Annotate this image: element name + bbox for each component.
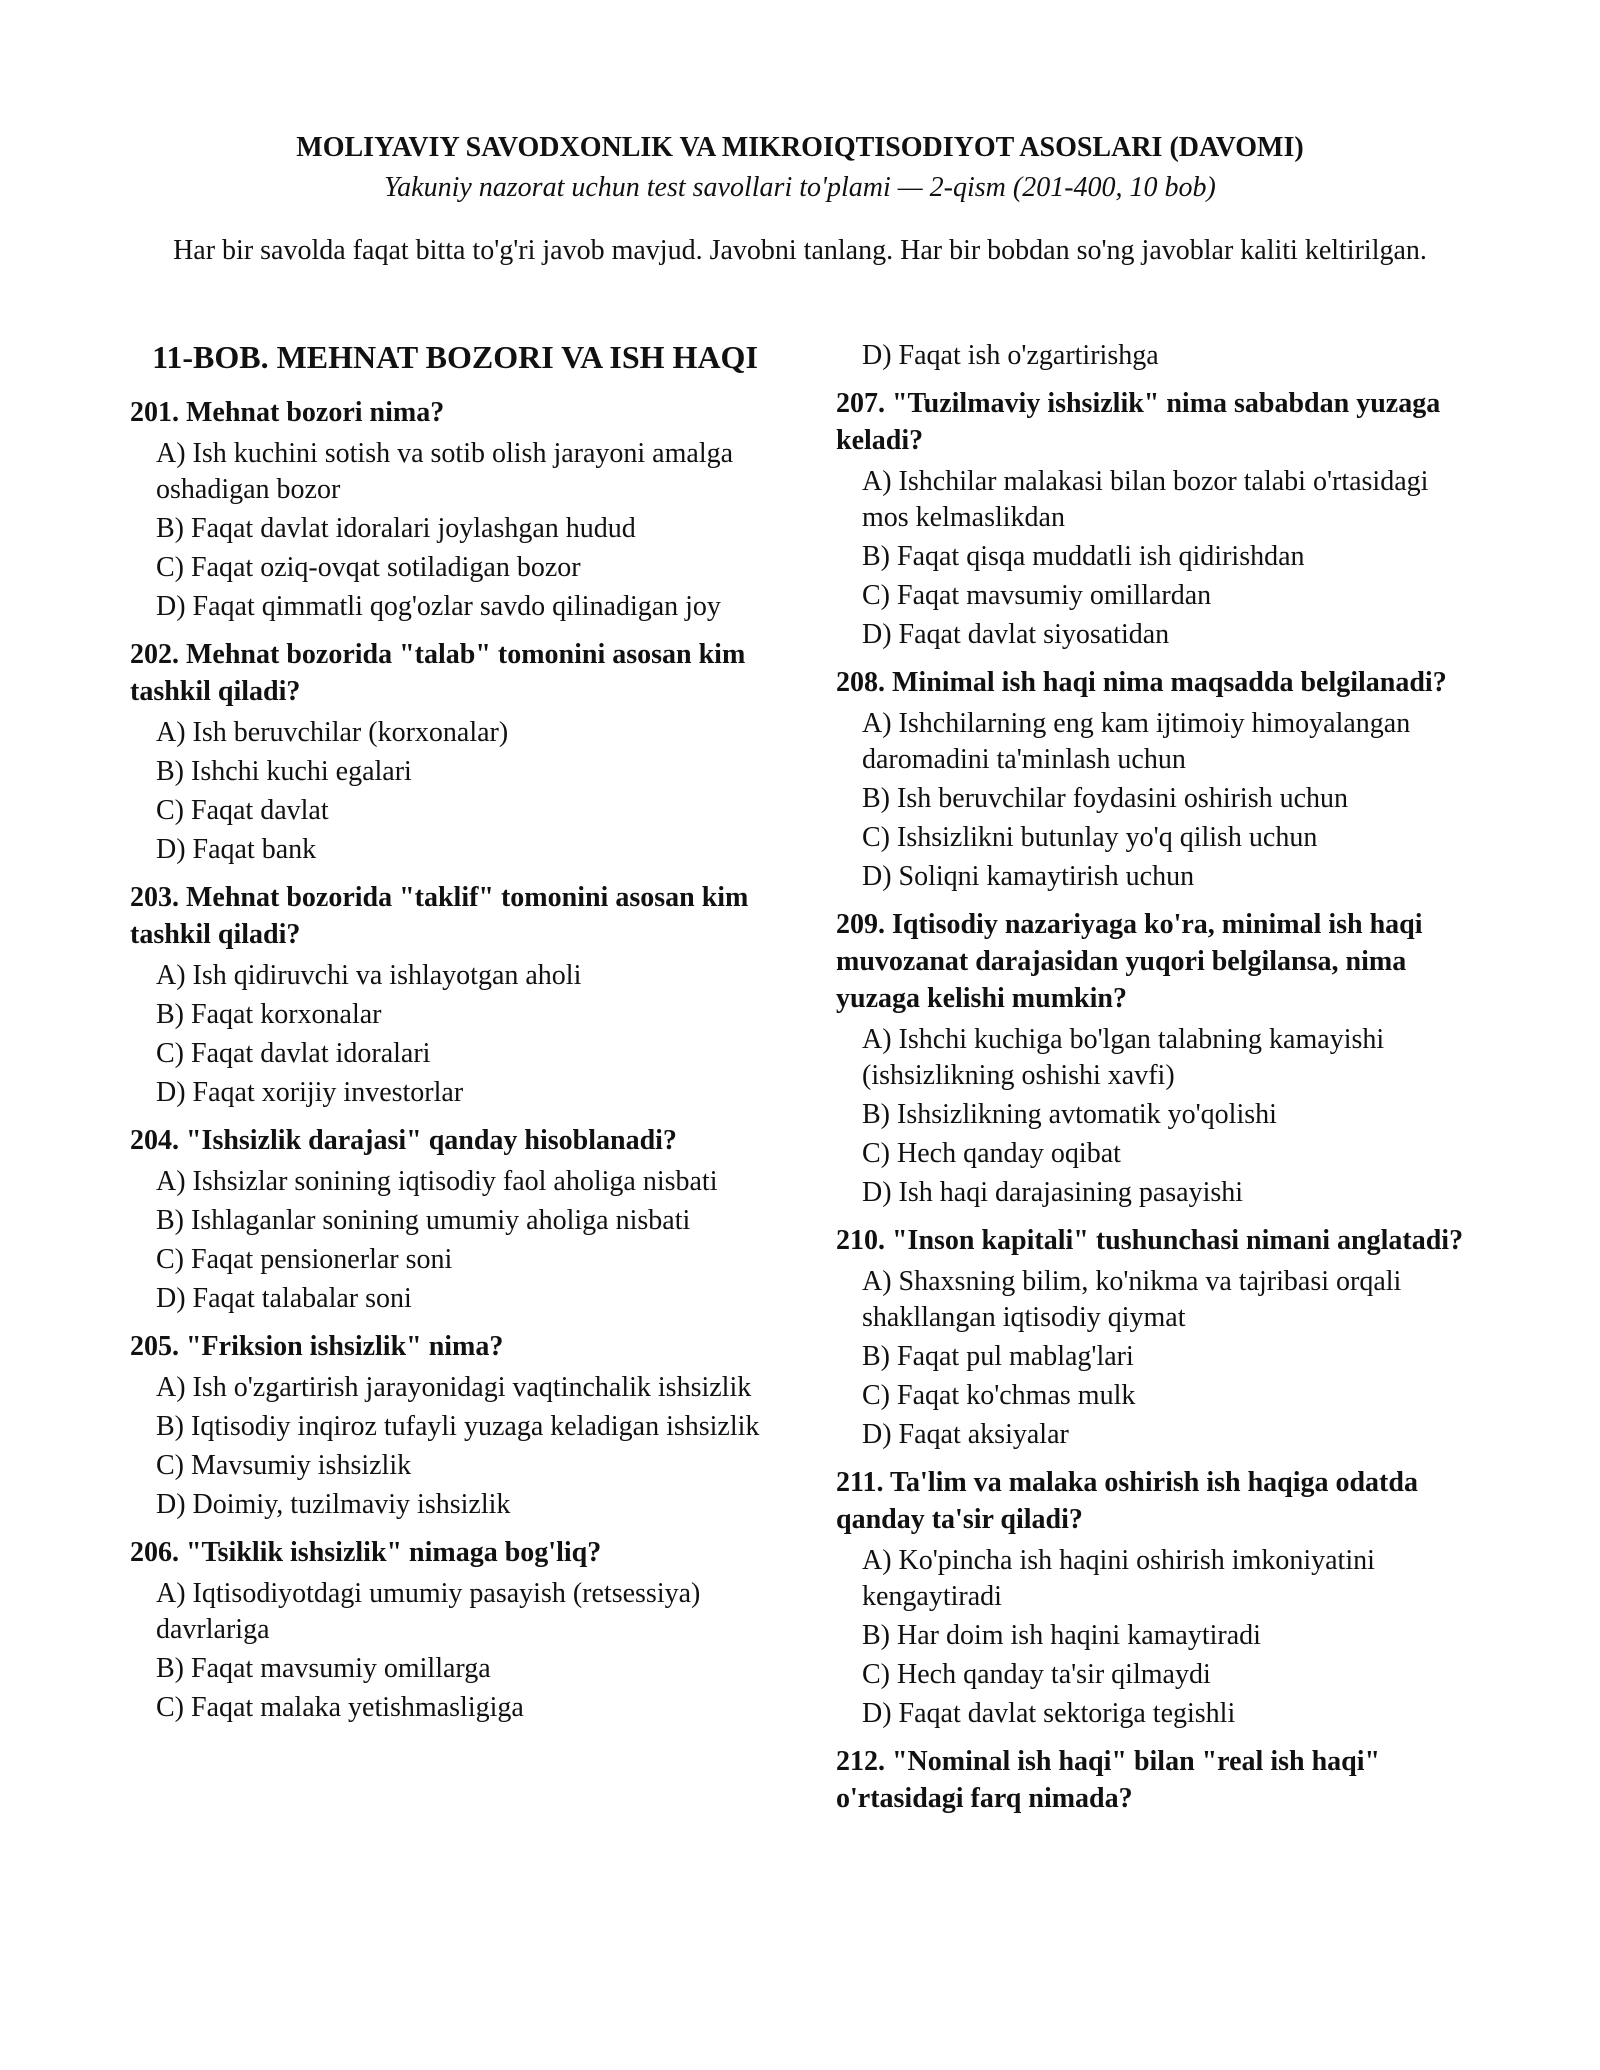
chapter-title: 11-BOB. MEHNAT BOZORI VA ISH HAQI bbox=[152, 339, 758, 375]
instructions: Har bir savolda faqat bitta to'g'ri javob mavjud. Javobni tanlang. Har bir bobdan so'ng javoblar kaliti keltirilgan. bbox=[173, 235, 1427, 266]
answer-option: A) Ish beruvchilar (korxonalar) bbox=[156, 717, 509, 748]
answer-option: A) Ishchilar malakasi bilan bozor talabi o'rtasidagi mos kelmaslikdan bbox=[862, 466, 1429, 533]
question-206 bbox=[130, 1534, 780, 1726]
answer-option: B) Iqtisodiy inqiroz tufayli yuzaga keladigan ishsizlik bbox=[156, 1411, 760, 1442]
question-text: 208. Minimal ish haqi nima maqsadda belgilanadi? bbox=[836, 667, 1447, 698]
answer-option: D) Faqat davlat sektoriga tegishli bbox=[862, 1698, 1236, 1729]
answer-option: A) Shaxsning bilim, ko'nikma va tajribasi orqali shakllangan iqtisodiy qiymat bbox=[862, 1266, 1402, 1333]
question-210 bbox=[836, 1222, 1481, 1453]
question-211 bbox=[836, 1464, 1481, 1732]
answer-option: D) Faqat qimmatli qog'ozlar savdo qilinadigan joy bbox=[156, 591, 721, 622]
left-column bbox=[130, 338, 780, 1737]
answer-option: B) Ishsizlikning avtomatik yo'qolishi bbox=[862, 1099, 1277, 1130]
answer-option: C) Faqat ko'chmas mulk bbox=[862, 1380, 1136, 1411]
answer-option: A) Iqtisodiyotdagi umumiy pasayish (retsessiya) davrlariga bbox=[156, 1578, 701, 1645]
answer-option: D) Faqat talabalar soni bbox=[156, 1283, 412, 1314]
answer-option: C) Faqat davlat bbox=[156, 795, 329, 826]
document-title: MOLIYAVIY SAVODXONLIK VA MIKROIQTISODIYOT ASOSLARI (DAVOMI) bbox=[296, 132, 1304, 163]
question-text: 209. Iqtisodiy nazariyaga ko'ra, minimal ish haqi muvozanat darajasidan yuqori belgilansa, nima yuzaga kelishi mumkin? bbox=[836, 909, 1423, 1014]
document-header bbox=[130, 128, 1470, 268]
answer-option: A) Ishchi kuchiga bo'lgan talabning kamayishi (ishsizlikning oshishi xavfi) bbox=[862, 1024, 1385, 1091]
question-text: 211. Ta'lim va malaka oshirish ish haqiga odatda qanday ta'sir qiladi? bbox=[836, 1467, 1418, 1535]
answer-option: C) Hech qanday oqibat bbox=[862, 1138, 1121, 1169]
answer-option: B) Ishlaganlar sonining umumiy aholiga nisbati bbox=[156, 1205, 691, 1236]
answer-option: C) Mavsumiy ishsizlik bbox=[156, 1450, 412, 1481]
answer-option: D) Soliqni kamaytirish uchun bbox=[862, 861, 1195, 892]
question-208 bbox=[836, 664, 1481, 895]
question-209 bbox=[836, 906, 1481, 1211]
question-text: 207. "Tuzilmaviy ishsizlik" nima sababdan yuzaga keladi? bbox=[836, 388, 1441, 456]
answer-option: B) Har doim ish haqini kamaytiradi bbox=[862, 1620, 1261, 1651]
answer-option: D) Faqat aksiyalar bbox=[862, 1419, 1069, 1450]
answer-option: B) Ishchi kuchi egalari bbox=[156, 756, 412, 787]
question-text: 205. "Friksion ishsizlik" nima? bbox=[130, 1331, 504, 1362]
answer-option: A) Ish o'zgartirish jarayonidagi vaqtinchalik ishsizlik bbox=[156, 1372, 752, 1403]
answer-option: A) Ishsizlar sonining iqtisodiy faol aholiga nisbati bbox=[156, 1166, 718, 1197]
answer-option: D) Doimiy, tuzilmaviy ishsizlik bbox=[156, 1489, 511, 1520]
question-text: 212. "Nominal ish haqi" bilan "real ish haqi" o'rtasidagi farq nimada? bbox=[836, 1746, 1381, 1814]
answer-option: D) Ish haqi darajasining pasayishi bbox=[862, 1177, 1244, 1208]
question-204 bbox=[130, 1122, 780, 1317]
answer-option: D) Faqat ish o'zgartirishga bbox=[862, 340, 1159, 371]
question-212 bbox=[836, 1743, 1481, 1817]
answer-option: C) Ishsizlikni butunlay yo'q qilish uchun bbox=[862, 822, 1318, 853]
question-205 bbox=[130, 1328, 780, 1523]
document-subtitle: Yakuniy nazorat uchun test savollari to'plami — 2-qism (201-400, 10 bob) bbox=[384, 172, 1216, 203]
answer-option: B) Faqat davlat idoralari joylashgan hudud bbox=[156, 513, 636, 544]
question-text: 202. Mehnat bozorida "talab" tomonini asosan kim tashkil qiladi? bbox=[130, 639, 746, 707]
answer-option: B) Ish beruvchilar foydasini oshirish uchun bbox=[862, 783, 1349, 814]
question-203 bbox=[130, 879, 780, 1111]
question-206-continued bbox=[836, 338, 1481, 374]
question-text: 203. Mehnat bozorida "taklif" tomonini asosan kim tashkil qiladi? bbox=[130, 882, 749, 950]
answer-option: D) Faqat xorijiy investorlar bbox=[156, 1077, 464, 1108]
answer-option: B) Faqat pul mablag'lari bbox=[862, 1341, 1134, 1372]
answer-option: C) Faqat davlat idoralari bbox=[156, 1038, 431, 1069]
answer-option: D) Faqat davlat siyosatidan bbox=[862, 619, 1170, 650]
question-text: 206. "Tsiklik ishsizlik" nimaga bog'liq? bbox=[130, 1537, 602, 1568]
question-201 bbox=[130, 394, 780, 625]
answer-option: C) Faqat mavsumiy omillardan bbox=[862, 580, 1212, 611]
answer-option: C) Faqat oziq-ovqat sotiladigan bozor bbox=[156, 552, 581, 583]
answer-option: B) Faqat mavsumiy omillarga bbox=[156, 1653, 491, 1684]
answer-option: C) Faqat pensionerlar soni bbox=[156, 1244, 453, 1275]
answer-option: A) Ko'pincha ish haqini oshirish imkoniyatini kengaytiradi bbox=[862, 1545, 1375, 1612]
answer-option: B) Faqat qisqa muddatli ish qidirishdan bbox=[862, 541, 1305, 572]
answer-option: A) Ishchilarning eng kam ijtimoiy himoyalangan daromadini ta'minlash uchun bbox=[862, 708, 1411, 775]
question-207 bbox=[836, 385, 1481, 653]
answer-option: C) Faqat malaka yetishmasligiga bbox=[156, 1692, 524, 1723]
right-column bbox=[836, 338, 1481, 1828]
question-text: 210. "Inson kapitali" tushunchasi nimani anglatadi? bbox=[836, 1225, 1464, 1256]
answer-option: C) Hech qanday ta'sir qilmaydi bbox=[862, 1659, 1211, 1690]
question-text: 204. "Ishsizlik darajasi" qanday hisoblanadi? bbox=[130, 1125, 677, 1156]
answer-option: D) Faqat bank bbox=[156, 834, 317, 865]
answer-option: A) Ish qidiruvchi va ishlayotgan aholi bbox=[156, 960, 582, 991]
question-text: 201. Mehnat bozori nima? bbox=[130, 397, 445, 428]
question-202 bbox=[130, 636, 780, 868]
answer-option: A) Ish kuchini sotish va sotib olish jarayoni amalga oshadigan bozor bbox=[156, 438, 734, 505]
answer-option: B) Faqat korxonalar bbox=[156, 999, 382, 1030]
